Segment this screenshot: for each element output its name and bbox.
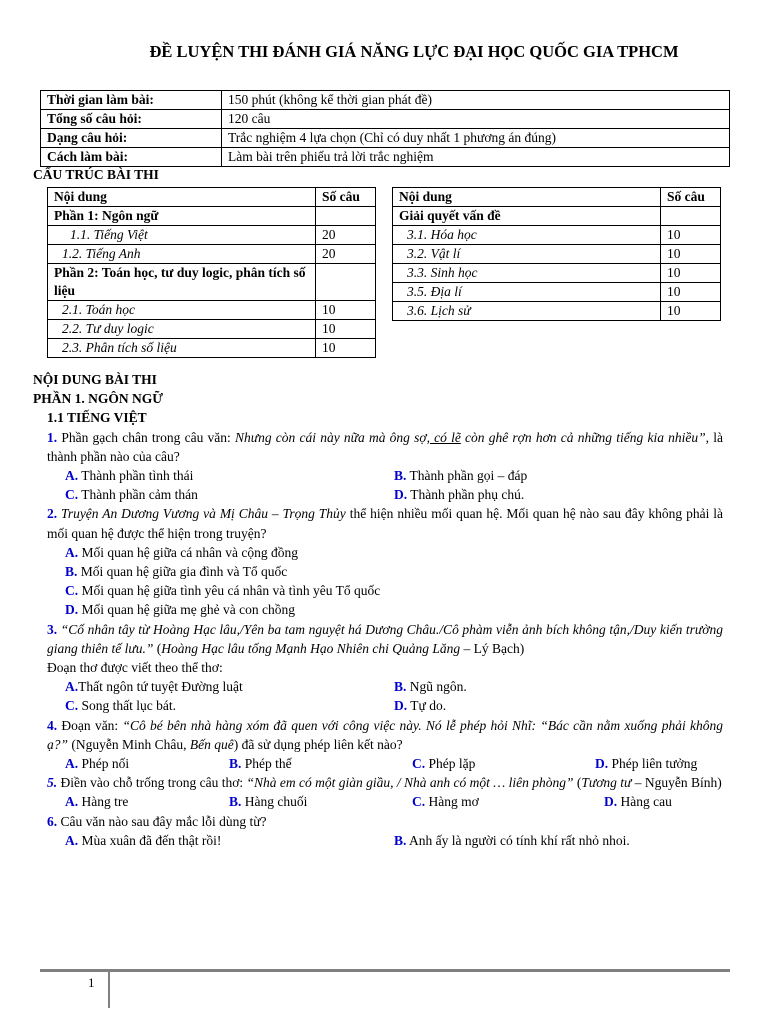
answer-d[interactable] — [33, 600, 723, 619]
option-letter: B. — [229, 794, 242, 810]
row-count: 10 — [316, 301, 376, 320]
option-letter: D. — [65, 602, 79, 618]
source-text: ) đã sử dụng phép liên kết nào? — [233, 736, 403, 752]
underlined-phrase: có lẽ — [429, 429, 461, 445]
option-letter: A. — [65, 468, 79, 484]
option-text: Phép nối — [81, 756, 130, 772]
source-title: Bến quê — [189, 736, 234, 752]
row-count: 20 — [316, 226, 376, 245]
table-row — [48, 339, 376, 358]
question-number: 4. — [47, 717, 58, 733]
source-text: – Nguyễn Bính) — [631, 775, 722, 791]
question-5 — [33, 773, 723, 792]
subpart-heading: 1.1 TIẾNG VIỆT — [47, 410, 147, 426]
answer-b[interactable] — [394, 466, 723, 485]
question-3 — [33, 620, 723, 658]
exam-content — [33, 370, 723, 850]
option-text: Mùa xuân đã đến thật rồi! — [81, 832, 222, 848]
option-text: Thành phần tình thái — [81, 468, 194, 484]
question-text: Câu văn nào sau đây mắc lỗi dùng từ? — [57, 813, 267, 829]
row-count: 10 — [316, 339, 376, 358]
table-row — [393, 207, 721, 226]
option-text: Mối quan hệ giữa mẹ ghẻ và con chồng — [81, 602, 296, 618]
info-value: 150 phút (không kể thời gian phát đề) — [222, 91, 730, 110]
question-text: , là thành phần nào của câu? — [47, 429, 723, 464]
info-value: Làm bài trên phiếu trả lời trắc nghiệm — [222, 148, 730, 167]
answer-d[interactable] — [595, 792, 672, 811]
row-name: 3.3. Sinh học — [393, 264, 661, 283]
option-letter: B. — [394, 832, 407, 848]
option-letter: B. — [394, 468, 407, 484]
source-text: (Nguyễn Minh Châu, — [68, 736, 190, 752]
answer-row — [33, 696, 723, 715]
part-label: Phần 2: Toán học, tư duy logic, phân tích số liệu — [48, 264, 316, 301]
question-quote: “Cố nhân tây từ Hoàng Hạc lâu,/Yên ba tam nguyệt há Dương Châu./Cô phàm viễn ảnh bích không tận,/Duy kiến trường giang thiên tế lưu.” — [47, 621, 723, 656]
option-text: Tự do. — [410, 698, 447, 714]
table-row — [41, 91, 730, 110]
question-quote: Truyện An Dương Vương và Mị Châu – Trọng Thủy — [57, 506, 346, 522]
table-row — [393, 264, 721, 283]
question-6 — [33, 812, 723, 831]
option-letter: B. — [65, 564, 78, 580]
option-letter: C. — [65, 698, 79, 714]
table-row — [48, 264, 376, 301]
table-row — [48, 245, 376, 264]
info-value: 120 câu — [222, 110, 730, 129]
info-label: Cách làm bài: — [41, 148, 222, 167]
answer-c[interactable] — [65, 696, 394, 715]
column-header-content: Nội dung — [393, 188, 661, 207]
answer-row — [33, 485, 723, 504]
answer-b[interactable] — [394, 677, 723, 696]
column-header-count: Số câu — [661, 188, 721, 207]
source-title: Tương tư — [581, 775, 632, 791]
answer-row — [33, 466, 723, 485]
option-text: Thành phần cảm thán — [81, 487, 198, 503]
question-quote: “Nhà em có một giàn giầu, / Nhà anh có một … liên phòng” — [246, 775, 574, 791]
question-stem: Đoạn thơ được viết theo thể thơ: — [47, 660, 223, 676]
option-letter: A. — [65, 544, 79, 560]
answer-a[interactable] — [65, 754, 229, 773]
answer-c[interactable] — [412, 754, 595, 773]
structure-table-right — [392, 187, 721, 321]
table-row — [393, 302, 721, 321]
row-name: 2.3. Phân tích số liệu — [48, 339, 316, 358]
option-text: Thành phần gọi – đáp — [409, 468, 528, 484]
answer-row — [33, 792, 723, 811]
part-heading: PHẦN 1. NGÔN NGỮ — [33, 391, 163, 407]
option-text: Anh ấy là người có tính khí rất nhỏ nhoi. — [409, 832, 630, 848]
row-name: 3.6. Lịch sử — [393, 302, 661, 321]
option-letter: B. — [394, 679, 407, 695]
question-quote: “Cô bé bên nhà hàng xóm đã quen với công việc này. Nó lễ phép hỏi Nhĩ: “Bác cần nằm xuống phải không ạ?” — [47, 717, 723, 752]
section-heading: NỘI DUNG BÀI THI — [33, 372, 157, 387]
info-value: Trắc nghiệm 4 lựa chọn (Chỉ có duy nhất 1 phương án đúng) — [222, 129, 730, 148]
info-label: Thời gian làm bài: — [41, 91, 222, 110]
option-letter: A. — [65, 794, 79, 810]
question-quote: Nhưng còn cái này nữa mà ông sợ, — [234, 429, 430, 445]
table-row — [393, 245, 721, 264]
row-name: 2.1. Toán học — [48, 301, 316, 320]
option-letter: D. — [595, 756, 609, 772]
question-1 — [33, 428, 723, 466]
option-text: Hàng cau — [620, 794, 672, 810]
source-title: Hoàng Hạc lâu tống Mạnh Hạo Nhiên chi Quảng Lăng — [161, 640, 461, 656]
info-label: Dạng câu hỏi: — [41, 129, 222, 148]
row-count: 10 — [661, 264, 721, 283]
source-text: ( — [153, 640, 162, 656]
exam-info-table — [40, 90, 730, 167]
option-text: Phép lặp — [428, 756, 476, 772]
footer-vertical-divider — [108, 972, 110, 1008]
answer-c[interactable] — [412, 792, 595, 811]
option-text: Phép thế — [244, 756, 292, 772]
option-letter: A. — [65, 679, 79, 695]
answer-row — [33, 831, 723, 850]
answer-a[interactable] — [65, 466, 394, 485]
table-row — [393, 283, 721, 302]
table-header-row — [393, 188, 721, 207]
option-text: Mối quan hệ giữa cá nhân và cộng đồng — [81, 544, 299, 560]
answer-c[interactable] — [33, 581, 723, 600]
table-header-row — [48, 188, 376, 207]
row-count: 10 — [661, 283, 721, 302]
option-letter: A. — [65, 832, 79, 848]
row-name: 1.1. Tiếng Việt — [48, 226, 316, 245]
column-header-count: Số câu — [316, 188, 376, 207]
option-letter: C. — [412, 756, 426, 772]
option-letter: C. — [65, 487, 79, 503]
part-label: Phần 1: Ngôn ngữ — [48, 207, 316, 226]
empty-cell — [661, 207, 721, 226]
question-number: 2. — [47, 506, 58, 522]
option-letter: D. — [394, 487, 408, 503]
answer-a[interactable] — [65, 792, 229, 811]
footer-divider — [40, 969, 730, 972]
question-2 — [33, 504, 723, 542]
row-name: 1.2. Tiếng Anh — [48, 245, 316, 264]
answer-d[interactable] — [394, 485, 723, 504]
question-number: 6. — [47, 813, 58, 829]
option-text: Hàng mơ — [428, 794, 479, 810]
table-row — [41, 129, 730, 148]
answer-b[interactable] — [229, 792, 412, 811]
option-text: Mối quan hệ giữa gia đình và Tổ quốc — [80, 564, 288, 580]
row-name: 2.2. Tư duy logic — [48, 320, 316, 339]
question-quote: còn ghê rợn hơn cả những tiếng kia nhiều” — [460, 429, 706, 445]
question-number: 5. — [47, 775, 58, 791]
row-count: 20 — [316, 245, 376, 264]
row-count: 10 — [661, 302, 721, 321]
table-row — [48, 301, 376, 320]
table-row — [41, 148, 730, 167]
option-letter: A. — [65, 756, 79, 772]
question-number: 1. — [47, 429, 58, 445]
option-text: Thành phần phụ chú. — [410, 487, 525, 503]
info-label: Tổng số câu hỏi: — [41, 110, 222, 129]
answer-row — [33, 754, 723, 773]
row-name: 3.1. Hóa học — [393, 226, 661, 245]
page-title: ĐỀ LUYỆN THI ĐÁNH GIÁ NĂNG LỰC ĐẠI HỌC QUỐC GIA TPHCM — [149, 42, 679, 61]
answer-a[interactable] — [33, 543, 723, 562]
table-row — [48, 226, 376, 245]
table-row — [393, 226, 721, 245]
empty-cell — [316, 264, 376, 301]
answer-row — [33, 677, 723, 696]
table-row — [41, 110, 730, 129]
table-row — [48, 320, 376, 339]
row-name: 3.5. Địa lí — [393, 283, 661, 302]
answer-b[interactable] — [394, 831, 723, 850]
option-letter: C. — [65, 583, 79, 599]
option-text: Thất ngôn tứ tuyệt Đường luật — [78, 679, 243, 695]
table-row — [48, 207, 376, 226]
question-text: Đoạn văn: — [57, 717, 123, 733]
part-label: Giải quyết vấn đề — [393, 207, 661, 226]
option-text: Mối quan hệ giữa tình yêu cá nhân và tình yêu Tổ quốc — [81, 583, 381, 599]
answer-a[interactable] — [65, 831, 394, 850]
option-letter: D. — [604, 794, 618, 810]
answer-b[interactable] — [33, 562, 723, 581]
row-count: 10 — [661, 226, 721, 245]
option-text: Hàng tre — [81, 794, 129, 810]
option-text: Song thất lục bát. — [81, 698, 176, 714]
empty-cell — [316, 207, 376, 226]
answer-a[interactable] — [65, 677, 394, 696]
structure-heading: CẤU TRÚC BÀI THI — [33, 167, 159, 182]
option-text: Hàng chuối — [244, 794, 308, 810]
column-header-content: Nội dung — [48, 188, 316, 207]
page-number: 1 — [88, 975, 95, 990]
question-4 — [33, 716, 723, 754]
row-name: 3.2. Vật lí — [393, 245, 661, 264]
option-text: Ngũ ngôn. — [409, 679, 467, 695]
answer-d[interactable] — [595, 754, 697, 773]
option-letter: C. — [412, 794, 426, 810]
source-text: ( — [573, 775, 582, 791]
row-count: 10 — [316, 320, 376, 339]
answer-b[interactable] — [229, 754, 412, 773]
question-text: thể hiện nhiều mối quan hệ. Mối quan hệ nào sau đây không phải là mối quan hệ được thể hiện trong truyện? — [47, 506, 723, 541]
row-count: 10 — [661, 245, 721, 264]
option-letter: B. — [229, 756, 242, 772]
answer-c[interactable] — [65, 485, 394, 504]
source-text: – Lý Bạch) — [460, 640, 525, 656]
option-letter: D. — [394, 698, 408, 714]
structure-table-left — [47, 187, 376, 358]
option-text: Phép liên tưởng — [611, 756, 698, 772]
question-text: Phần gạch chân trong câu văn: — [57, 429, 235, 445]
question-number: 3. — [47, 621, 58, 637]
answer-d[interactable] — [394, 696, 723, 715]
question-text: Điền vào chỗ trống trong câu thơ: — [57, 775, 247, 791]
